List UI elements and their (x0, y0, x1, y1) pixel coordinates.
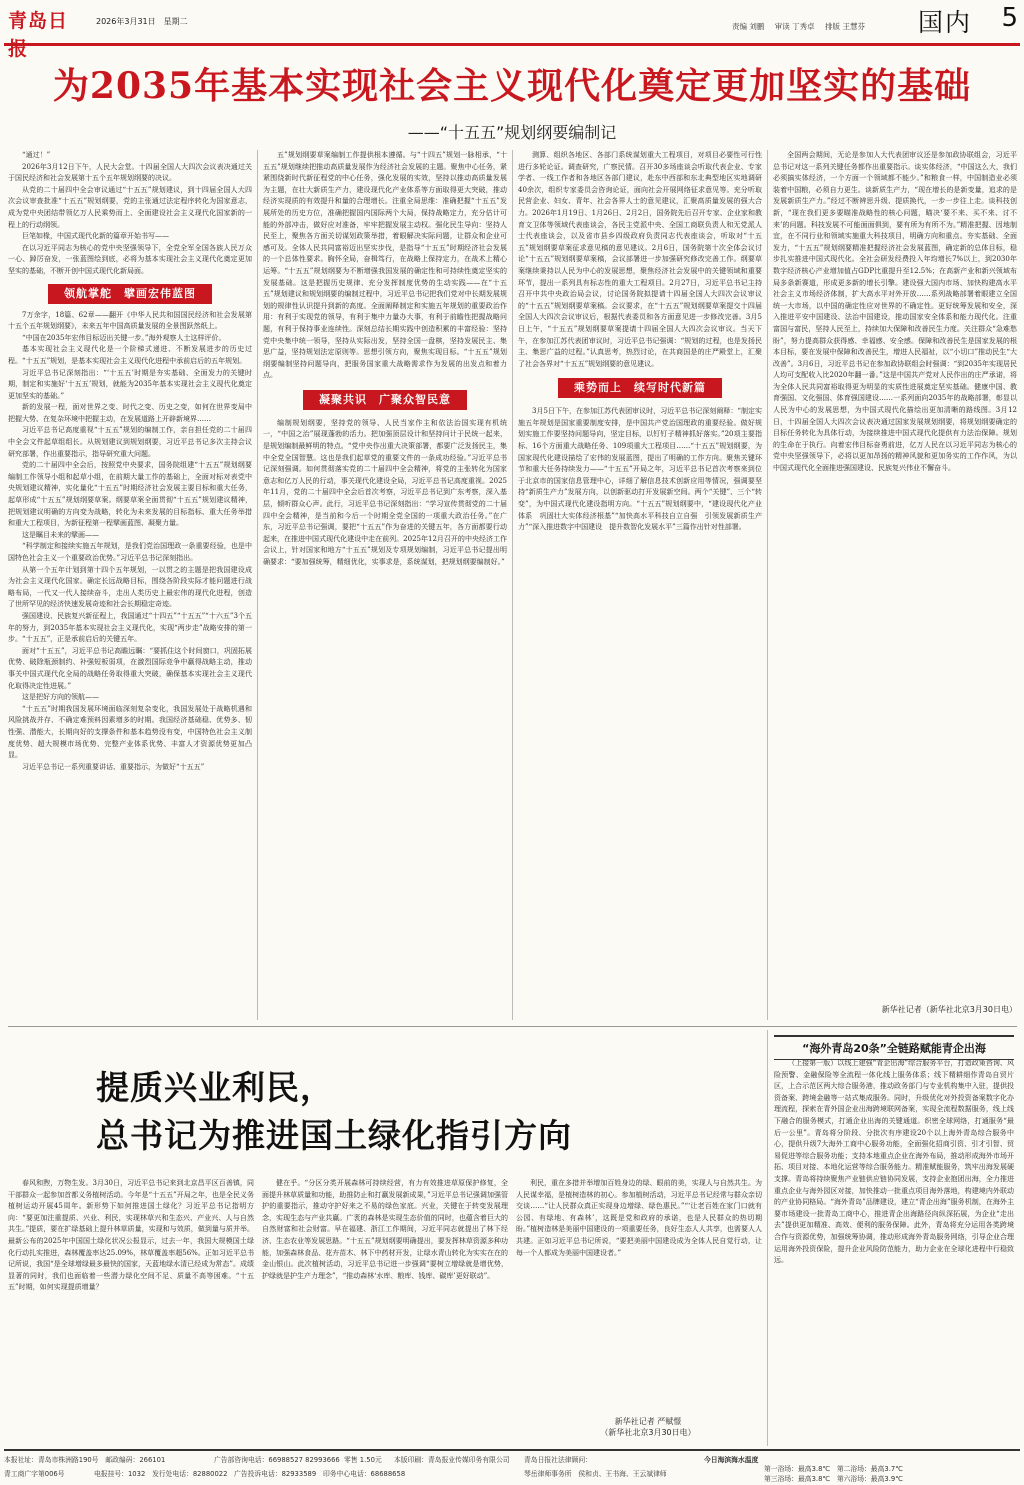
footer-ad-phone: 广告部咨询电话：66988527 82993666 (214, 1456, 340, 1464)
paragraph: 编制规划纲要，坚持党的领导、人民当家作主和依法治国实现有机统一，“中国之治”展现蓬勃的活力。把加强顶层设计和坚持问计于民统一起来，是规划编制最鲜明的特点。“党中央作出重大决策部署，都要广泛发扬民主，集中全党全国智慧。这也是我们起草党的重要文件的一条成功经验。”习近平总书记深刻强调。如何贯彻落实党的二十届四中全会精神，将党的主张转化为国家意志和亿万人民的行动，事关现代化建设全局，习近平总书记高度重视。2025年11月，党的二十届四中全会后首次考察，习近平总书记到广东考察，深入基层，倾听群众心声。此行，习近平总书记深刻指出：“学习宣传贯彻党的二十届四中全会精神，是当前和今后一个时期全党全国的一项重大政治任务。”在广东，习近平总书记强调，要把“十五五”作为奋进的关键五年，各方面都要行动起来，在推进中国式现代化建设中走在前列。2025年12月召开的中央经济工作会议上，针对国家和地方“十五五”规划及专项规划编制，习近平总书记提出明确要求：“要加强统筹，精细优化，实事求是，系统谋划，把规划纲要编制好。” (263, 418, 507, 566)
column-rule (512, 150, 513, 1020)
editor-credits (732, 21, 873, 32)
footer-address: 本报社址：青岛市株洲路190号 邮政编码：266101 (4, 1456, 166, 1464)
paragraph: 利民，重在多措并举增加百姓身边的绿、眼前的美，实现人与自然共生。为人民谋幸福，是植树造林的初心。参加植树活动，习近平总书记经常与群众亲切交谈……“让人民群众真正实现身边增绿、绿色惠民。”“‘让老百姓在家门口就有公园、有绿地、有森林’，这既是党和政府的承诺，也是人民群众的热切期盼。”植树造林是美丽中国建设的一项重要任务，良好生态人人共享，也需要人人共建。正如习近平总书记所说，“要把美丽中国建设成为全体人民自觉行动，让每一个人都成为美丽中国建设者。” (516, 1179, 762, 1257)
byline-place: （新华社北京3月30日电） (600, 1428, 696, 1437)
paragraph: “科学制定和接续实施五年规划，是我们党治国理政一条重要经验，也是中国特色社会主义一个重要政治优势。”习近平总书记深刻指出。 (8, 542, 252, 562)
second-article-column-2 (262, 1178, 508, 1446)
paragraph: 这是把好方向的领航—— (22, 693, 99, 702)
paragraph: 2026年3月12日下午，人民大会堂。十四届全国人大四次会议表决通过关于国民经济和社会发展第十五个五年规划纲要的决议。 (8, 162, 252, 183)
section-heading: 凝聚共识 广聚众智民意 (303, 390, 467, 410)
footer-legal: 青岛日报社法律顾问： (524, 1456, 592, 1464)
newspaper-logo: 青岛日报 (8, 10, 69, 60)
paragraph: 新的发展一程，面对世界之变、时代之变、历史之变，如何在世界变局中把握大势、在复杂环境中把握主动，在发展道路上开辟新境界…… (8, 403, 252, 423)
paragraph: 五”规划纲要草案编制工作提供根本遵循。与“十四五”规划一脉相承，“十五五”规划继续把推动高质量发展作为经济社会发展的主题。聚焦中心任务，紧紧围绕新时代新征程党的中心任务，强化发展的实效，坚持以推动高质量发展为主题，在壮大新质生产力，建设现代化产业体系等方面取得更大突破，推动经济实现质的有效提升和量的合理增长。注重全局思维：准确把握“十五五”发展所处的历史方位，准确把握国内国际两个大局，保持战略定力，充分估计可能的外部冲击，做好应对准备，牢牢把握发展主动权。强化民生导向：坚持人民至上，聚焦各方面关切谋划政策举措，着眼解决实际问题，让群众和企业可感可及。全体人民共同富裕迈出坚实步伐，是指导“十五五”时期经济社会发展的一个总体性要求。胸怀全局，奋楫笃行，在战略上保持定力，在战术上精心运筹。“十五五”规划纲要为不断增强我国发展的确定性和可持续性奠定坚实的发展基础。这是把握历史规律、充分发挥制度优势的生动实践——在“十五五”规划建议和规划纲要的编制过程中，习近平总书记把我们党对中长期发展规划的规律性认识提升到新的高度。全面阐释制定和实施五年规划的重要政治作用：有利于实现党的领导，有利于集中力量办大事，有利于前瞻性把握战略问题，有利于保持事业连续性。深刻总结长期实践中创造积累的丰富经验：坚持党中央集中统一领导，坚持从实际出发，坚持全国一盘棋，坚持发展民主、集思广益，坚持规划法定原则等。思想引领方向，聚焦实现目标。“十五五”规划纲要编制坚持问题导向，把服务国家重大战略需求作为发展的出发点和着力点。 (263, 151, 507, 380)
column-rule (767, 150, 768, 1020)
article-column-1 (8, 150, 252, 1020)
footer-printer: 本版印刷：青岛报业传媒印务有限公司 (394, 1456, 510, 1464)
sidebar-body (774, 1058, 1014, 1444)
column-rule (767, 1030, 768, 1446)
paragraph: 强国建设、民族复兴新征程上，我国通过“十四五”“十五五”“十六五”3个五年的努力，到2035年基本实现社会主义现代化，实现“两步走”战略安排的第一步。“十五五”，正是承前启后的关键五年。 (8, 611, 252, 644)
byline-name: 新华社记者 严赋憬 (614, 1417, 682, 1426)
paragraph: “十五五”时期我国发展环境面临深刻复杂变化，我国发展处于战略机遇和风险挑战并存、不确定难预料因素增多的时期。我国经济基础稳、优势多、韧性强、潜能大，长期向好的支撑条件和基本趋势没有变，中国特色社会主义制度优势、超大规模市场优势、完整产业体系优势、丰富人才资源优势更加凸显。 (8, 704, 252, 760)
paragraph: 全国两会期间，无论是参加人大代表团审议还是参加政协联组会，习近平总书记对这一系列关键任务都作出重要指示。谈实体经济，“中国这么大，我们必须搞实体经济，一个方面一个领域都不能少。”和粮食一样，中国制造业必须装着中国粮，必须自力更生。谈新质生产力，“现在增长的是新变量，追求的是发展新质生产力。”经过不断辨思升级、提质换代，一步一步往上走。谈科技创新，“现在我们更多要瞄准战略性的核心问题，瞄决‘要不来、买不来、讨不来’的问题。科技发展不可能面面俱到，要有所为有所不为。”精准把握、因地制宜，在不同行业和领域实施重大科技项目，明确方向和重点。夯实基础、全面发力，“十五五”规划纲要精准把握经济社会发展蓝图，确定新的总体目标，稳步扎实推进中国式现代化。全社会研发经费投入年均增长7%以上，到2030年数字经济核心产业增加值占GDP比重提升至12.5%；在高新产业和新兴领域布局多条新赛道，形成更多新的增长引擎。建设强大国内市场、加快构建高水平社会主义市场经济体制，扩大高水平对外开放……系列战略部署着眼建立全国统一大市场，以中国的确定性应对世界的不确定性。更好统筹发展和安全，深入推进平安中国建设、法治中国建设，推动国家安全体系和能力现代化。注重富国与富民，坚持人民至上，持续加大保障和改善民生力度。关注群众“急难愁盼”，努力提高群众获得感、幸福感、安全感。保障和改善民生是国家发展的根本目标，要在发展中保障和改善民生，增进人民福祉，以“小切口”推动民生“大改善”。3月6日，习近平总书记在参加政协联组会时强调：“到2035年实现居民人均可支配收入比2020年翻一番。”这是中国共产党对人民作出的庄严承诺，将为全体人民共同富裕取得更为明显的实质性进展奠定坚实基础。健康中国、教育强国、文化强国、体育强国建设……一系列面向2035年的战略部署，彰显以人民为中心的发展思想，为中国式现代化描绘出更加清晰的路线图。3月12日，十四届全国人大四次会议表决通过国家发展规划纲要，将规划纲要确定的目标任务转化为具体行动，为接续推进中国式现代化提供有力法治保障。规划的生命在于执行。向着宏伟目标奋勇前进，亿万人民在以习近平同志为核心的党中央坚强领导下，必将以更加昂扬的精神风貌和更加务实的工作作风，为以中国式现代化全面推进强国建设、民族复兴伟业不懈奋斗。 (773, 151, 1017, 473)
footer-price: 零售 1.50元 (344, 1456, 382, 1464)
paragraph: 3月5日下午，在参加江苏代表团审议时，习近平总书记深刻阐释：“制定实施五年规划是国家重要制度安排，是中国共产党治国理政的重要经验。做好规划实施工作要坚持问题导向，坚定目标，以钉钉子精神抓好落实。”20项主要指标、16个方面重大战略任务、109项重大工程项目……“十五五”规划纲要，为国家现代化建设描绘了宏伟的发展蓝图，提出了明确的工作方向。聚焦关键环节和重大任务持续发力——“十五五”开局之年，习近平总书记首次考察来到位于北京市的国家信息管理中心，详细了解信息技术创新应用等情况，强调要坚持“新质生产力”发展方向，以创新驱动打开发展新空间。两个“关键”、三个“转变”，为中国式现代化建设指明方向。“十五五”规划纲要中，“建设现代化产业体系 巩固壮大实体经济根基”“加快高水平科技自立自强 引领发展新质生产力”“深入推进数字中国建设 提升数智化发展水平”三篇作出针对性部署。 (518, 407, 762, 532)
page-footer (4, 1449, 1020, 1481)
footer-license: 青工商广字第006号 (4, 1470, 65, 1478)
page-number: 5 (1001, 3, 1018, 33)
section-heading: 乘势而上 续写时代新篇 (558, 378, 722, 398)
article-column-2 (263, 150, 507, 1020)
article-column-3 (518, 150, 762, 1020)
second-headline-line: 提质兴业利民， (96, 1068, 334, 1107)
article-column-4 (773, 150, 1017, 1000)
paragraph: “中国在2035年宏伟目标迈出关键一步。”海外观察人士这样评价。 (22, 333, 226, 342)
paragraph: 巨笔如椽，中国式现代化新的篇章开始书写—— (22, 232, 169, 241)
paragraph: 7万余字，18篇、62章——翻开《中华人民共和国国民经济和社会发展第十五个五年规划纲要》，未来五年中国高质量发展的全景图跃然纸上。 (8, 310, 252, 331)
editor-credit: 责编 刘鹏 (732, 22, 765, 31)
second-headline (96, 1064, 572, 1160)
paragraph: 在以习近平同志为核心的党中央坚强领导下，全党全军全国各族人民万众一心、踔厉奋发，一张蓝图绘到底，必将为基本实现社会主义现代化奠定更加坚实的基础，不断开创中国式现代化新局面。 (8, 243, 252, 275)
paragraph: 这是瞩目未来的擘画—— (22, 530, 99, 539)
second-article-column-1 (8, 1178, 254, 1446)
second-byline (560, 1416, 736, 1438)
main-headline: 为2035年基本实现社会主义现代化奠定更加坚实的基础 (52, 65, 972, 107)
footer-weather-b: 第三浴场：最高3.8℃ 第六浴场：最高3.9℃ (764, 1475, 903, 1483)
paragraph: 面对“十五五”，习近平总书记高瞻远瞩：“要抓住这个时间窗口，巩固拓展优势、破除瓶颈制约、补强短板弱项，在激烈国际竞争中赢得战略主动，推动事关中国式现代化全局的战略任务取得重大突破，确保基本实现社会主义现代化取得决定性进展。” (8, 646, 252, 690)
footer-complaint: 广告投诉电话：82933589 印务中心电话：68688658 (234, 1470, 406, 1478)
main-subtitle: ——“十五五”规划纲要编制记 (407, 123, 617, 142)
second-article-column-3 (516, 1178, 762, 1414)
paragraph: 从党的二十届四中全会审议通过“十五五”规划建议，到十四届全国人大四次会议审查批准“十五五”规划纲要，党的主张通过法定程序转化为国家意志，成为党中央团结带领亿万人民乘势而上、全面建设社会主义现代化国家新的一程上的行动纲领。 (8, 185, 252, 229)
paragraph: 习近平总书记一系列重要讲话、重要指示，为做好“十五五” (22, 762, 205, 771)
footer-telegraph: 电报挂号：1032 发行处电话：82880022 (94, 1470, 228, 1478)
editor-credit: 审读 丁秀卓 (774, 22, 815, 31)
masthead (4, 2, 1020, 60)
section-divider (8, 1026, 1017, 1027)
paragraph: 测算、组织各地区、各部门系统谋划重大工程项目，对项目必要性可行性进行多轮论证。调查研究，广察民情。召开30多场座谈会听取代表企业、专家学者、一线工作者和各地区各部门建议，赴东中西部和东北典型地区实地调研40余次，组织专家委员会咨询论证，面向社会开展网络征求意见等。充分听取民营企业、妇女、青年、社会各界人士的意见建议，汇聚高质量发展的强大合力。2026年1月19日、1月26日、2月2日，国务院先后召开专家、企业家和教育文卫体等领域代表座谈会，各民主党派中央、全国工商联负责人和无党派人士代表座谈会，以及省市县乡四级政府负责同志代表座谈会，听取对“十五五”规划纲要草案征求意见稿的意见建议。2月6日，国务院第十次全体会议讨论“十五五”规划纲要草案稿，会议部署进一步加强研究修改完善工作。纲要草案继续秉持以人民为中心的发展思想，聚焦经济社会发展中的关键领域和重要环节，提出一系列具有标志性的重大工程项目。2月27日，习近平总书记主持召开中共中央政治局会议，讨论国务院拟提请十四届全国人大四次会议审议的“十五五”规划纲要草案稿。会议要求，在“十五五”规划纲要草案提交十四届全国人大四次会议审议后，根据代表委员和各方面意见进一步修改完善。3月5日上午，“十五五”规划纲要草案提请十四届全国人大四次会议审议。当天下午，在参加江苏代表团审议时，习近平总书记强调：“规划的过程，也是发扬民主、集思广益的过程。”认真思考，热烈讨论，在共商国是的庄严殿堂上，汇聚了社会各界对“十五五”规划纲要的意见建议。 (518, 151, 762, 368)
column-rule (257, 150, 258, 1020)
footer-weather-title: 今日海滨海水温度 (704, 1456, 759, 1464)
paragraph: 从第一个五年计划到第十四个五年规划，一以贯之的主题是把我国建设成为社会主义现代化国家。确定长远战略目标，围绕各阶段实际才能问题进行战略布局，一代又一代人接续奋斗，走出人类历史上最宏伟的现代化进程，创造了世所罕见的经济快速发展奇迹和社会长期稳定奇迹。 (8, 565, 252, 609)
editor-credit: 排版 王慧芬 (825, 22, 865, 31)
section-heading: 领航掌舵 擘画宏伟蓝图 (48, 284, 212, 304)
paragraph: 健在乎。“分区分类开展森林可持续经营，有力有效推进草原保护修复，全面提升林草质量和功能，助推防止和打赢发展新成果，”习近平总书记强调加强管护的重要指示，推动守护好来之不易的绿色家底。兴业，关键在于转变发展理念，实现生态与产业共赢。广袤的森林是实现生态价值的同时，也蕴含着巨大的自然财富和社会财富。早在福建、浙江工作期间，习近平同志就提出了林下经济、生态农业等发展思路。“十五五”规划纲要明确提出，要发挥林草资源多种功能，加强森林食品、花卉苗木、林下中药材开发，让绿水青山转化为实实在在的金山银山。此次植树活动，习近平总书记进一步强调“要树立增绿就是增优势，护绿就是护生产力理念”，“推动森林‘水库、粮库、钱库、碳库’更好联动”。 (262, 1179, 508, 1280)
paragraph: 党的二十届四中全会后，按照党中央要求，国务院组建“十五五”规划纲要编制工作领导小组和起草小组，在前期大量工作的基础上，全面对标对表党中央规划建议精神，实化量化“十五五”时期经济社会发展主要目标和重大任务，起草形成“十五五”规划纲要草案。纲要草案全面贯彻“十五五”规划建议精神，把规划建议明确的方向变为战略，转化为未来发展的目标指标、重大任务举措和重大工程项目，为新征程第一程擘画蓝图、凝聚力量。 (8, 461, 252, 528)
paragraph: 基本实现社会主义现代化是一个阶梯式递进、不断发展进步的历史过程。“十五五”规划，是基本实现社会主义现代化进程中承前启后的五年规划。 (8, 345, 252, 365)
section-name: 国内 (917, 8, 972, 37)
paragraph: 习近平总书记高度重视“十五五”规划的编制工作，亲自担任党的二十届四中全会文件起草组组长。从规划建议到规划纲要，习近平总书记多次主持会议研究部署，作出重要指示，指导研究重大问题。 (8, 426, 252, 458)
second-headline-line: 总书记为推进国土绿化指引方向 (96, 1116, 572, 1155)
paragraph: 习近平总书记深刻指出：“‘十五五’时期是夯实基础、全面发力的关键时期，制定和实施好‘十五五’规划，就能为2035年基本实现社会主义现代化奠定更加坚实的基础。” (8, 368, 252, 400)
main-byline: 新华社记者（新华社北京3月30日电） (881, 1005, 1017, 1014)
paragraph: “通过！” (22, 151, 51, 159)
issue-date: 2026年3月31日 星期二 (96, 17, 188, 26)
paragraph: 春风和煦，万物生发。3月30日，习近平总书记来到北京昌平区百善镇，同干部群众一起参加首都义务植树活动。今年是“十五五”开局之年，也是全民义务植树运动开展45周年。新形势下如何推进国土绿化？习近平总书记指明方向：“要更加注重提质、兴业、利民，实现林草兴和生态兴、产业兴、人与自然共生。”提质，要在扩绿基础上提升林草质量，实现和与效质，做到量与质并举。最新公布的2025年中国国土绿化状况公报显示，过去一年，我国大规模国土绿化行动扎实推进，森林覆盖率达25.09%，林草覆盖率超56%。正如习近平总书记所说，我国“是全球增绿最多最快的国家，天蓝地绿水清已经成为常态”。成绩显著的同时，我们也面临着一些潜力绿化空间不足、质量不高等困难。“十五五”时期，如何实现提质增量？ (8, 1179, 254, 1292)
footer-lawyers: 琴岳律师事务所 侯和贞、王书海、王云斌律师 (524, 1470, 667, 1478)
footer-weather-a: 第一浴场：最高3.8℃ 第二浴场：最高3.7℃ (764, 1465, 903, 1473)
paragraph: （上接第一版）以线上建强“青企出海”综合服务平台，打造政策咨询、风险预警、金融保险等全流程一体化线上服务体系；线下精耕细作青岛自贸片区，上合示范区两大综合服务港，推动政务部门与专业机构集中入驻，提供投资备案、跨境金融等一站式集成服务。同时，升级优化对外投资备案数字化办理流程，探索在青外国企业出海跨境联网备案，实现全流程数据服务，线上线下融合的服务模式，打通企业出海的关键通道。织密全球网络，打通服务“最后一公里”。青岛将分阶段、分批次有序建设20个以上海外青岛综合服务中心，提供升级7大海外工商中心服务功能，全面强化招商引资、引才引智、贸易促进等综合服务功能；支持本地重点企业在海外布局，推动形成海外市场开拓、项目对接、本地化运营等综合服务能力。精准赋能服务，筑牢出海发展硬支撑。青岛将持续聚焦产业链供应链协同发展，支持企业抱团出海，全力推进重点企业与海外园区对接，加快推动一批重点项目海外落地，构建境内外联动的产业协同格局。“海外青岛”品牌建设，建立“青企出海”服务机制，在海外主要市场建设一批青岛工商中心，推进青企出海路径向纵深拓展，为企业“走出去”提供更加精准、高效、便利的服务保障。此外，青岛将充分运用各类跨境合作与资源优势，加强统筹协调，推动形成海外青岛服务网络，引导企业合理运用海外投资保险，提升企业风险防范能力，助力企业在全球化进程中行稳致远。 (774, 1059, 1014, 1265)
sidebar-headline: “海外青岛20条”全链路赋能青企出海 (774, 1035, 1014, 1060)
